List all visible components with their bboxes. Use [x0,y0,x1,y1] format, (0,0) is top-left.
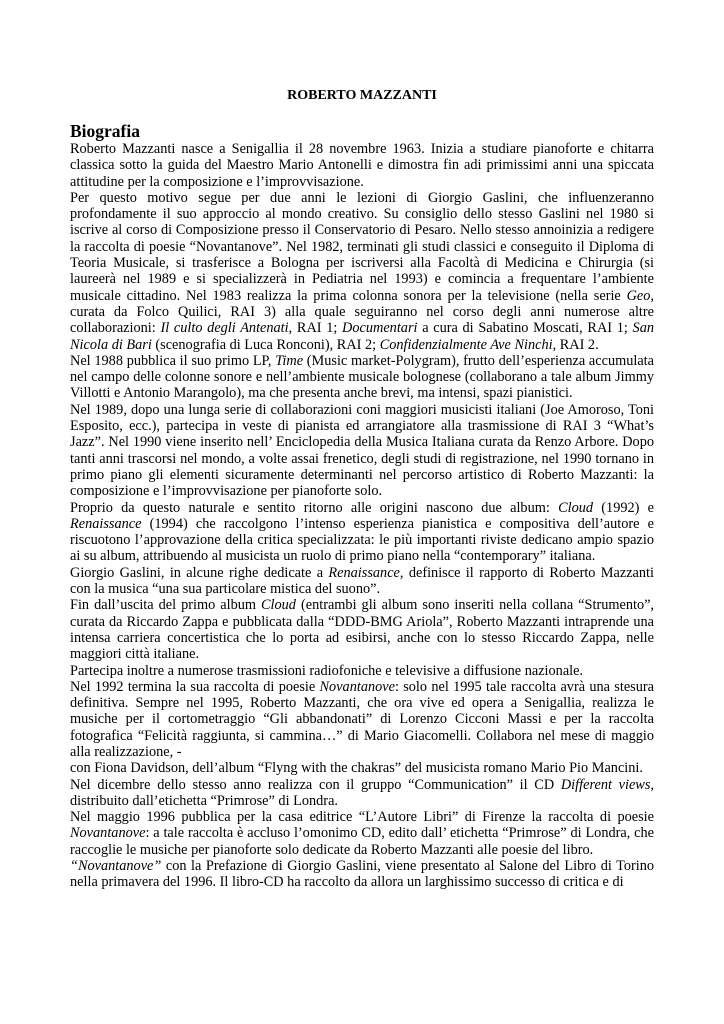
text-run: Nel dicembre dello stesso anno realizza con il gruppo “Communication” il CD [70,776,561,793]
text-run: Nel 1992 termina la sua raccolta di poesie [70,678,320,695]
text-run: Fin dall’uscita del primo album [70,597,261,614]
text-run: , definisce il rapporto di Roberto Mazzanti con la musica “una sua particolare mistica del suono”. [70,564,654,598]
paragraph [70,679,654,760]
paragraph [70,760,654,776]
text-run: (1994) che raccolgono l’intenso esperienza pianistica e compositiva dell’autore e riscuotono l’approvazione della critica specializzata: le più importanti riviste dedicano ampio spazio ai su album, attribuendo al musicista un ruolo di primo piano nella “contemporary” italiana. [70,515,654,565]
text-run: Proprio da questo naturale e sentito ritorno alle origini nascono due album: [70,499,559,516]
text-run: : solo nel 1995 tale raccolta avrà una stesura definitiva. Sempre nel 1995, Roberto Mazzanti, che ora vive ed opera a Senigallia, realizza le musiche per il cortometraggio “Gli abbandonati” di Lorenzo Cicconi Massi e per la raccolta fotografica “Felicità raggiunta, si cammina…” di Mario Giacomelli. Collabora nel mese di maggio alla realizzazione, - [70,678,654,760]
paragraph [70,777,654,810]
text-run: (1992) e [593,499,654,516]
section-heading: Biografia [70,121,140,141]
italic-text: Novantanove [319,678,395,695]
text-run: (entrambi gli album sono inseriti nella collana “Strumento”, curata da Riccardo Zappa e pubblicata dalla “DDD-BMG Ariola”, Roberto Mazzanti intraprende una intensa carriera concertistica che lo porta ad esibirsi, anche con lo stesso Riccardo Zappa, nelle maggiori città italiane. [70,597,655,663]
text-run: a cura di Sabatino Moscati, RAI 1; [417,320,633,337]
italic-text: Renaissance [328,564,400,581]
paragraph [70,353,654,402]
paragraph [70,500,654,565]
text-run: , RAI 2. [552,336,599,353]
biography-body [70,141,654,891]
document-title: ROBERTO MAZZANTI [287,88,437,103]
text-run: Per questo motivo segue per due anni le lezioni di Giorgio Gaslini, che influenzeranno profondamente il suo approccio al mondo creativo. Su consiglio dello stesso Gaslini nel 1980 si iscrive al corso di Composizione presso il Conservatorio di Pesaro. Nello stesso annoinizia a redigere la raccolta di poesie “Novantanove”. Nel 1982, terminati gli studi classici e conseguito il Diploma di Teoria Musicale, si trasferisce a Bologna per iscriversi alla Facoltà di Medicina e Chirurgia (si laureerà nel 1989 e si specializzerà in Pediatria nel 1993) e comincia a frequentare l’ambiente musicale cittadino. Nel 1983 realizza la prima colonna sonora per la televisione (nella serie [70,189,654,304]
italic-text: “Novantanove” [70,858,162,875]
paragraph [70,141,654,190]
italic-text: Novantanove [70,825,146,842]
text-run: Partecipa inoltre a numerose trasmissioni radiofoniche e televisive a diffusione nazionale. [70,662,584,679]
text-run: Nel 1988 pubblica il suo primo LP, [70,352,276,369]
text-run: , RAI 1; [288,320,343,337]
paragraph [70,663,654,679]
italic-text: Il culto degli Antenati [160,320,289,337]
document-page [70,0,654,891]
italic-text: Confidenzialmente Ave Ninchi [379,336,553,353]
text-run: : a tale raccolta è accluso l’omonimo CD, edito dall’ etichetta “Primrose” di Londra, che raccoglie le musiche per pianoforte solo dedicate da Roberto Mazzanti alle poesie del libro. [70,825,654,858]
text-run: , distribuito dall’etichetta “Primrose” di Londra. [70,776,654,809]
text-run: Nel 1989, dopo una lunga serie di collaborazioni coni maggiori musicisti italiani (Joe Amoroso, Toni Esposito, ecc.), partecipa in veste di pianista ed arrangiatore alla trasmissione di RAI 3 “What’s Jazz”. Nel 1990 viene inserito nell’ Enciclopedia della Musica Italiana curata da Renzo Arbore. Dopo tanti anni trascorsi nel mondo, a volte assai frenetico, degli studi di registrazione, nel 1990 tornano in primo piano gli elementi sicuramente determinanti nel percorso artistico di Roberto Mazzanti: la composizione e l’improvvisazione per pianoforte solo. [70,401,654,500]
italic-text: Documentari [342,320,418,337]
italic-text: San Nicola di Bari [70,320,654,353]
text-run: Giorgio Gaslini, in alcune righe dedicate a [70,564,329,581]
italic-text: Time [275,352,304,369]
text-run: Nel maggio 1996 pubblica per la casa editrice “L’Autore Libri” di Firenze la raccolta di poesie [70,809,654,826]
italic-text: Cloud [261,597,296,614]
text-run: (scenografia di Luca Ronconi), RAI 2; [151,336,380,353]
text-run: , curata da Folco Quilici, RAI 3) alla quale seguiranno nel corso degli anni numerose altre collaborazioni: [70,287,654,337]
paragraph [70,565,654,598]
text-run: con la Prefazione di Giorgio Gaslini, viene presentato al Salone del Libro di Torino nella primavera del 1996. Il libro-CD ha raccolto da allora un larghissimo successo di critica e di [70,858,654,891]
paragraph [70,809,654,858]
paragraph [70,858,654,891]
paragraph [70,597,654,662]
italic-text: Geo [626,287,651,304]
text-run: Roberto Mazzanti nasce a Senigallia il 28 novembre 1963. Inizia a studiare pianoforte e chitarra classica sotto la guida del Maestro Mario Antonelli e dimostra fin adi primissimi anni una spiccata attitudine per la composizione e l’improvvisazione. [70,141,654,190]
paragraph [70,190,654,353]
italic-text: Different views [560,776,651,793]
italic-text: Cloud [558,499,594,516]
text-run: (Music market-Polygram), frutto dell’esperienza accumulata nel campo delle colonne sonore e nell’ambiente musicale bolognese (collaborano a tale album Jimmy Villotti e Antonio Marangolo), ma che presenta anche brevi, ma intensi, spazi pianistici. [70,352,654,402]
italic-text: Renaissance [70,515,142,532]
paragraph [70,402,654,500]
text-run: con Fiona Davidson, dell’album “Flyng with the chakras” del musicista romano Mario Pio Mancini. [70,760,643,777]
